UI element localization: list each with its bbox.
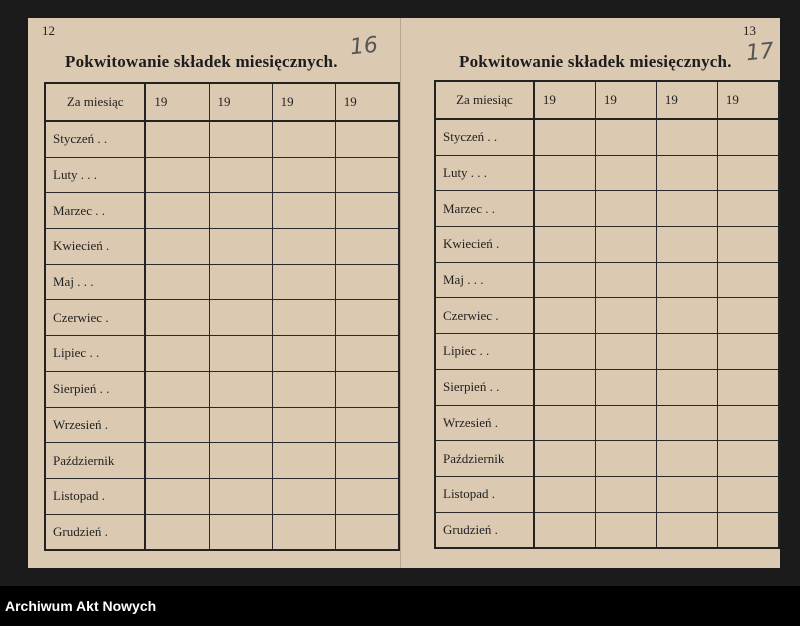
receipt-cell: [656, 227, 717, 263]
table-row: [435, 334, 779, 370]
receipt-cell: [717, 227, 779, 263]
archival-page-number: 16: [348, 32, 380, 61]
receipt-cell: [656, 262, 717, 298]
receipt-cell: [272, 443, 335, 479]
month-label: Wrzesień .: [435, 405, 534, 441]
month-label: Kwiecień .: [45, 229, 145, 265]
receipt-cell: [534, 298, 596, 334]
table-row: [45, 229, 399, 265]
receipt-cell: [717, 262, 779, 298]
receipt-cell: [209, 300, 272, 336]
receipt-cell: [595, 405, 656, 441]
page-title: Pokwitowanie składek miesięcznych.: [65, 52, 338, 71]
receipt-cell: [272, 229, 335, 265]
receipt-cell: [656, 298, 717, 334]
table-row: [435, 155, 779, 191]
table-row: [45, 407, 399, 443]
receipt-cell: [145, 264, 209, 300]
receipt-cell: [534, 334, 596, 370]
receipt-cell: [717, 369, 779, 405]
column-header-year: 19: [534, 81, 596, 119]
receipt-cell: [656, 512, 717, 548]
receipt-cell: [595, 512, 656, 548]
receipt-cell: [534, 441, 596, 477]
table-row: [435, 441, 779, 477]
receipt-cell: [145, 193, 209, 229]
left-page: [28, 18, 401, 568]
page-title: Pokwitowanie składek miesięcznych.: [459, 52, 732, 71]
month-label: Czerwiec .: [435, 298, 534, 334]
table-row: [45, 121, 399, 157]
receipt-cell: [335, 193, 399, 229]
receipt-cell: [272, 371, 335, 407]
column-header-month: Za miesiąc: [435, 81, 534, 119]
month-label: Styczeń . .: [435, 119, 534, 155]
receipt-cell: [595, 191, 656, 227]
receipt-cell: [534, 155, 596, 191]
table-header-row: [45, 83, 399, 121]
receipt-cell: [145, 336, 209, 372]
column-header-year: 19: [335, 83, 399, 121]
table-row: [435, 191, 779, 227]
table-row: [435, 476, 779, 512]
column-header-year: 19: [272, 83, 335, 121]
receipt-cell: [595, 119, 656, 155]
table-header-row: [435, 81, 779, 119]
receipt-cell: [209, 264, 272, 300]
receipt-cell: [335, 121, 399, 157]
receipt-cell: [145, 514, 209, 550]
receipt-cell: [534, 119, 596, 155]
receipt-cell: [272, 514, 335, 550]
receipt-cell: [272, 121, 335, 157]
month-label: Wrzesień .: [45, 407, 145, 443]
receipt-cell: [335, 443, 399, 479]
receipt-cell: [717, 155, 779, 191]
table-row: [435, 298, 779, 334]
month-label: Czerwiec .: [45, 300, 145, 336]
receipt-cell: [656, 369, 717, 405]
receipt-cell: [209, 371, 272, 407]
receipt-cell: [145, 229, 209, 265]
receipt-cell: [335, 371, 399, 407]
receipt-cell: [534, 369, 596, 405]
monthly-dues-table: [434, 80, 780, 549]
month-label: Listopad .: [435, 476, 534, 512]
receipt-cell: [272, 300, 335, 336]
receipt-cell: [145, 478, 209, 514]
receipt-cell: [656, 191, 717, 227]
monthly-dues-table: [44, 82, 400, 551]
month-label: Marzec . .: [45, 193, 145, 229]
receipt-cell: [209, 407, 272, 443]
table-row: [435, 227, 779, 263]
archival-page-number: 17: [744, 38, 776, 67]
month-rows: [435, 119, 779, 548]
receipt-cell: [595, 369, 656, 405]
month-label: Listopad .: [45, 478, 145, 514]
receipt-cell: [595, 334, 656, 370]
receipt-cell: [595, 227, 656, 263]
archive-name: Archiwum Akt Nowych: [5, 598, 157, 614]
table-row: [45, 514, 399, 550]
booklet-spread: [28, 18, 780, 568]
table-row: [45, 264, 399, 300]
receipt-cell: [656, 441, 717, 477]
receipt-cell: [209, 121, 272, 157]
receipt-cell: [335, 407, 399, 443]
column-header-year: 19: [209, 83, 272, 121]
table-row: [435, 262, 779, 298]
receipt-cell: [534, 476, 596, 512]
month-label: Sierpień . .: [45, 371, 145, 407]
receipt-cell: [534, 405, 596, 441]
month-label: Październik: [435, 441, 534, 477]
receipt-cell: [145, 407, 209, 443]
receipt-cell: [717, 405, 779, 441]
table-row: [435, 369, 779, 405]
receipt-cell: [335, 514, 399, 550]
month-label: Kwiecień .: [435, 227, 534, 263]
receipt-cell: [145, 300, 209, 336]
month-label: Marzec . .: [435, 191, 534, 227]
receipt-cell: [717, 298, 779, 334]
receipt-cell: [272, 407, 335, 443]
column-header-year: 19: [145, 83, 209, 121]
receipt-cell: [656, 334, 717, 370]
receipt-cell: [534, 262, 596, 298]
month-label: Luty . . .: [45, 157, 145, 193]
table-row: [45, 193, 399, 229]
receipt-cell: [209, 443, 272, 479]
receipt-cell: [717, 512, 779, 548]
receipt-cell: [209, 514, 272, 550]
page-number: 12: [42, 23, 55, 38]
receipt-cell: [272, 336, 335, 372]
receipt-cell: [335, 478, 399, 514]
receipt-cell: [717, 191, 779, 227]
month-label: Lipiec . .: [45, 336, 145, 372]
receipt-cell: [209, 478, 272, 514]
table-row: [435, 512, 779, 548]
receipt-cell: [656, 405, 717, 441]
receipt-cell: [145, 157, 209, 193]
month-label: Lipiec . .: [435, 334, 534, 370]
month-label: Grudzień .: [435, 512, 534, 548]
table-row: [45, 443, 399, 479]
receipt-cell: [335, 336, 399, 372]
receipt-cell: [145, 121, 209, 157]
receipt-cell: [656, 119, 717, 155]
table-row: [45, 300, 399, 336]
column-header-month: Za miesiąc: [45, 83, 145, 121]
receipt-cell: [272, 478, 335, 514]
table-row: [435, 405, 779, 441]
month-label: Maj . . .: [435, 262, 534, 298]
page-number: 13: [743, 23, 756, 38]
receipt-cell: [717, 334, 779, 370]
receipt-cell: [145, 443, 209, 479]
month-label: Styczeń . .: [45, 121, 145, 157]
table-row: [435, 119, 779, 155]
receipt-cell: [595, 476, 656, 512]
right-page: [401, 18, 780, 568]
receipt-cell: [595, 155, 656, 191]
receipt-cell: [595, 262, 656, 298]
month-label: Sierpień . .: [435, 369, 534, 405]
receipt-cell: [534, 191, 596, 227]
receipt-cell: [209, 229, 272, 265]
receipt-cell: [534, 512, 596, 548]
receipt-cell: [209, 336, 272, 372]
month-label: Maj . . .: [45, 264, 145, 300]
column-header-year: 19: [595, 81, 656, 119]
archive-footer: [0, 586, 800, 626]
table-row: [45, 336, 399, 372]
table-row: [45, 371, 399, 407]
receipt-cell: [335, 157, 399, 193]
receipt-cell: [656, 476, 717, 512]
month-rows: [45, 121, 399, 550]
receipt-cell: [335, 264, 399, 300]
receipt-cell: [209, 193, 272, 229]
table-row: [45, 478, 399, 514]
receipt-cell: [272, 193, 335, 229]
receipt-cell: [209, 157, 272, 193]
column-header-year: 19: [656, 81, 717, 119]
receipt-cell: [534, 227, 596, 263]
receipt-cell: [717, 119, 779, 155]
month-label: Luty . . .: [435, 155, 534, 191]
receipt-cell: [717, 476, 779, 512]
receipt-cell: [145, 371, 209, 407]
receipt-cell: [656, 155, 717, 191]
receipt-cell: [335, 229, 399, 265]
receipt-cell: [717, 441, 779, 477]
receipt-cell: [272, 264, 335, 300]
receipt-cell: [595, 298, 656, 334]
receipt-cell: [272, 157, 335, 193]
column-header-year: 19: [717, 81, 779, 119]
table-row: [45, 157, 399, 193]
receipt-cell: [595, 441, 656, 477]
month-label: Grudzień .: [45, 514, 145, 550]
month-label: Październik: [45, 443, 145, 479]
receipt-cell: [335, 300, 399, 336]
